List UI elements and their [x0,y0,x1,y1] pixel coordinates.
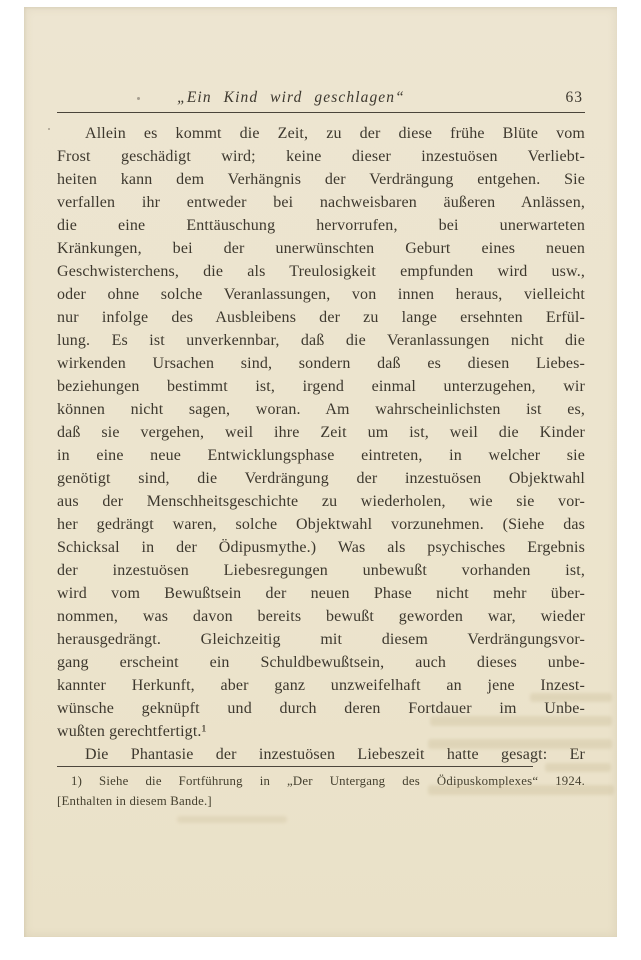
header-rule [57,112,585,113]
text-line: genötigt sind, die Verdrängung der inzestuösen Objektwahl [57,470,585,487]
text-line: oder ohne solche Veranlassungen, von innen heraus, vielleicht [57,286,585,303]
text-line: verfallen ihr entweder bei nachweisbaren äußeren Anlässen, [57,194,585,211]
text-line: her gedrängt waren, solche Objektwahl vorzunehmen. (Siehe das [57,516,585,533]
text-line: Kränkungen, bei der unerwünschten Geburt eines neuen [57,240,585,257]
text-line: daß sie vergehen, weil ihre Zeit um ist, weil die Kinder [57,424,585,441]
running-title: „Ein Kind wird geschlagen“ [177,89,405,106]
text-line: lung. Es ist unverkennbar, daß die Veranlassungen nicht die [57,332,585,349]
text-line: Allein es kommt die Zeit, zu der diese frühe Blüte vom [85,125,585,142]
text-line: nommen, was davon bereits bewußt geworden war, wieder [57,608,585,625]
text-line: beziehungen bestimmt ist, irgend einmal unterzugehen, wir [57,378,585,395]
scan-speck [137,97,140,100]
text-line: nur infolge des Ausbleibens der zu lange ersehnten Erfül- [57,309,585,326]
page-number: 63 [565,89,583,106]
bleed-through-artifact [428,785,614,795]
text-line: wünsche geknüpft und durch deren Fortdauer im Unbe- [57,700,585,717]
text-line: Schicksal in der Ödipusmythe.) Was als psychisches Ergebnis [57,539,585,556]
page-header [57,89,585,111]
text-line: können nicht sagen, woran. Am wahrscheinlichsten ist es, [57,401,585,418]
text-line: [Enthalten in diesem Bande.] [57,794,212,808]
body-text [57,122,585,766]
bleed-through-artifact [430,716,612,726]
text-line: wirkenden Ursachen sind, sondern daß es diesen Liebes- [57,355,585,372]
text-line: aus der Menschheitsgeschichte zu wiederholen, wie sie vor- [57,493,585,510]
bleed-through-artifact [545,763,611,772]
text-line: 1) Siehe die Fortführung in „Der Untergang des Ödipuskomplexes“ 1924. [71,774,585,788]
text-line: herausgedrängt. Gleichzeitig mit diesem Verdrängungsvor- [57,631,585,648]
text-line: Frost geschädigt wird; keine dieser inzestuösen Verliebt- [57,148,585,165]
bleed-through-artifact [177,816,287,823]
footnote-rule [57,766,533,767]
book-page-scan [24,7,617,937]
text-line: der inzestuösen Liebesregungen unbewußt vorhanden ist, [57,562,585,579]
text-line: die eine Enttäuschung hervorrufen, bei unerwarteten [57,217,585,234]
text-line: gang erscheint ein Schuldbewußtsein, auch dieses unbe- [57,654,585,671]
text-line: Die Phantasie der inzestuösen Liebeszeit hatte gesagt: Er [85,746,585,763]
text-line: kannter Herkunft, aber ganz unzweifelhaft an jene Inzest- [57,677,585,694]
text-line: Geschwisterchens, die als Treulosigkeit empfunden wird usw., [57,263,585,280]
text-line: wird vom Bewußtsein der neuen Phase nicht mehr über- [57,585,585,602]
bleed-through-artifact [530,693,612,702]
text-line: wußten gerechtfertigt.¹ [57,723,207,740]
bleed-through-artifact [428,739,612,749]
paragraph [57,122,585,743]
text-line: heiten kann dem Verhängnis der Verdrängung entgehen. Sie [57,171,585,188]
scan-speck [48,128,50,130]
text-line: in eine neue Entwicklungsphase eintreten, in welcher sie [57,447,585,464]
